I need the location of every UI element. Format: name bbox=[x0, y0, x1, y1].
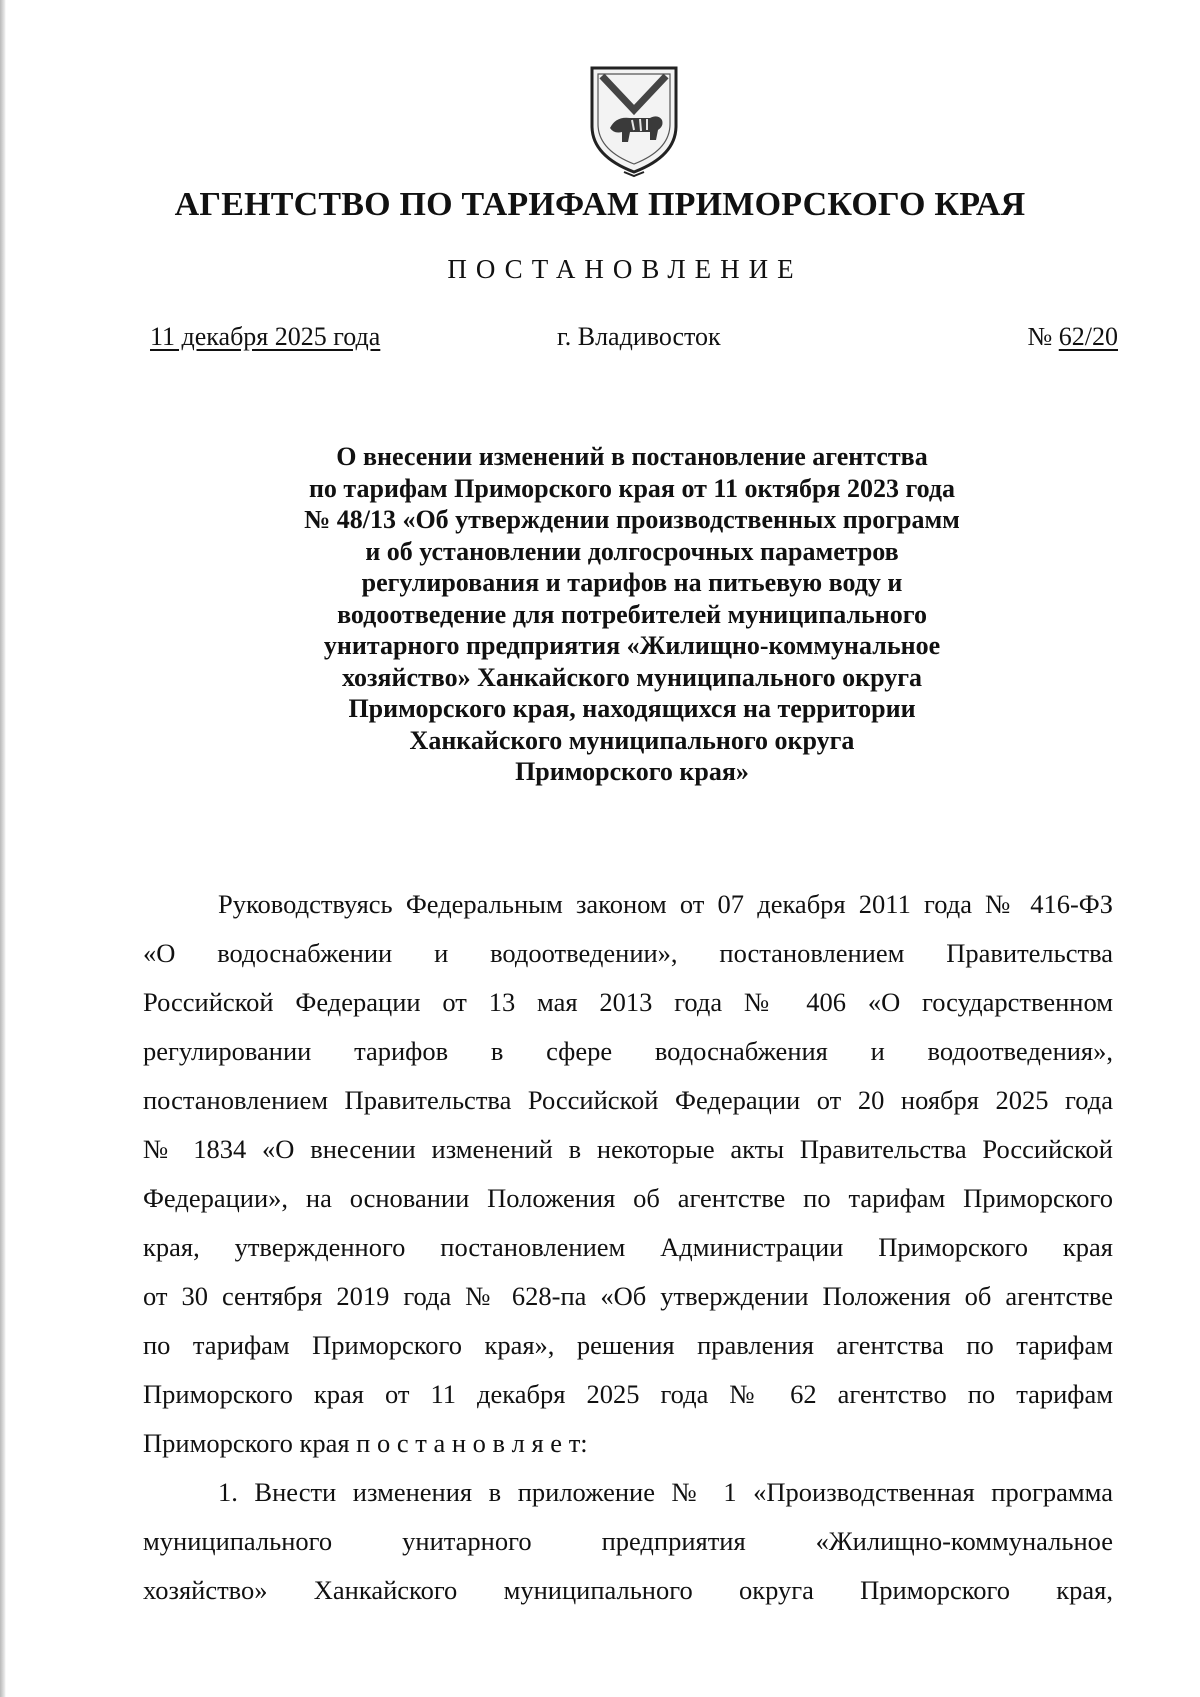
document-number-prefix: № bbox=[1027, 322, 1059, 351]
body-line: постановлением Правительства Российской Федерации от 20 ноября 2025 года bbox=[143, 1085, 1113, 1115]
body-line: Приморского края п о с т а н о в л я е т: bbox=[143, 1428, 588, 1458]
body-line: края, утвержденного постановлением Администрации Приморского края bbox=[143, 1232, 1113, 1262]
heading-line: унитарного предприятия «Жилищно-коммунальное bbox=[323, 631, 941, 660]
document-number bbox=[1027, 322, 1118, 352]
heading-line: хозяйство» Ханкайского муниципального округа bbox=[341, 662, 923, 692]
document-date: 11 декабря 2025 года bbox=[150, 322, 381, 351]
document-number-value: 62/20 bbox=[1058, 322, 1118, 351]
heading-line: Приморского края, находящихся на территории bbox=[348, 694, 916, 723]
heading-line: Приморского края» bbox=[515, 757, 749, 786]
body-line: Руководствуясь Федеральным законом от 07 декабря 2011 года № 416-ФЗ bbox=[218, 889, 1113, 919]
heading-line: и об установлении долгосрочных параметров bbox=[365, 536, 899, 566]
body-line: «О водоснабжении и водоотведении», постановлением Правительства bbox=[143, 938, 1113, 968]
body-line: 1. Внести изменения в приложение № 1 «Производственная программа bbox=[218, 1477, 1113, 1507]
body-line: муниципального унитарного предприятия «Жилищно-коммунальное bbox=[143, 1526, 1113, 1556]
document-body bbox=[143, 880, 1113, 1615]
body-line: Федерации», на основании Положения об агентстве по тарифам Приморского bbox=[143, 1183, 1113, 1213]
body-line: Российской Федерации от 13 мая 2013 года № 406 «О государственном bbox=[143, 987, 1113, 1017]
document-city: г. Владивосток bbox=[557, 322, 721, 351]
body-line: Приморского края от 11 декабря 2025 года № 62 агентство по тарифам bbox=[143, 1379, 1113, 1409]
heading-line: по тарифам Приморского края от 11 октября 2023 года bbox=[308, 473, 956, 503]
document-heading bbox=[232, 441, 1032, 788]
heading-line: Ханкайского муниципального округа bbox=[409, 725, 855, 755]
heading-line: водоотведение для потребителей муниципального bbox=[337, 599, 927, 629]
primorsky-coat-of-arms-icon bbox=[584, 60, 684, 178]
heading-line: О внесении изменений в постановление агентства bbox=[336, 442, 928, 471]
body-line: по тарифам Приморского края», решения правления агентства по тарифам bbox=[143, 1330, 1113, 1360]
body-line: регулировании тарифов в сфере водоснабжения и водоотведения», bbox=[143, 1036, 1113, 1066]
heading-line: регулирования и тарифов на питьевую воду и bbox=[361, 568, 903, 597]
body-line: № 1834 «О внесении изменений в некоторые акты Правительства Российской bbox=[143, 1134, 1113, 1164]
document-type: ПОСТАНОВЛЕНИЕ bbox=[447, 254, 803, 284]
body-line: от 30 сентября 2019 года № 628-па «Об утверждении Положения об агентстве bbox=[143, 1281, 1113, 1311]
agency-title: АГЕНТСТВО ПО ТАРИФАМ ПРИМОРСКОГО КРАЯ bbox=[174, 186, 1026, 223]
heading-line: № 48/13 «Об утверждении производственных программ bbox=[304, 505, 960, 534]
body-line: хозяйство» Ханкайского муниципального округа Приморского края, bbox=[143, 1575, 1113, 1605]
